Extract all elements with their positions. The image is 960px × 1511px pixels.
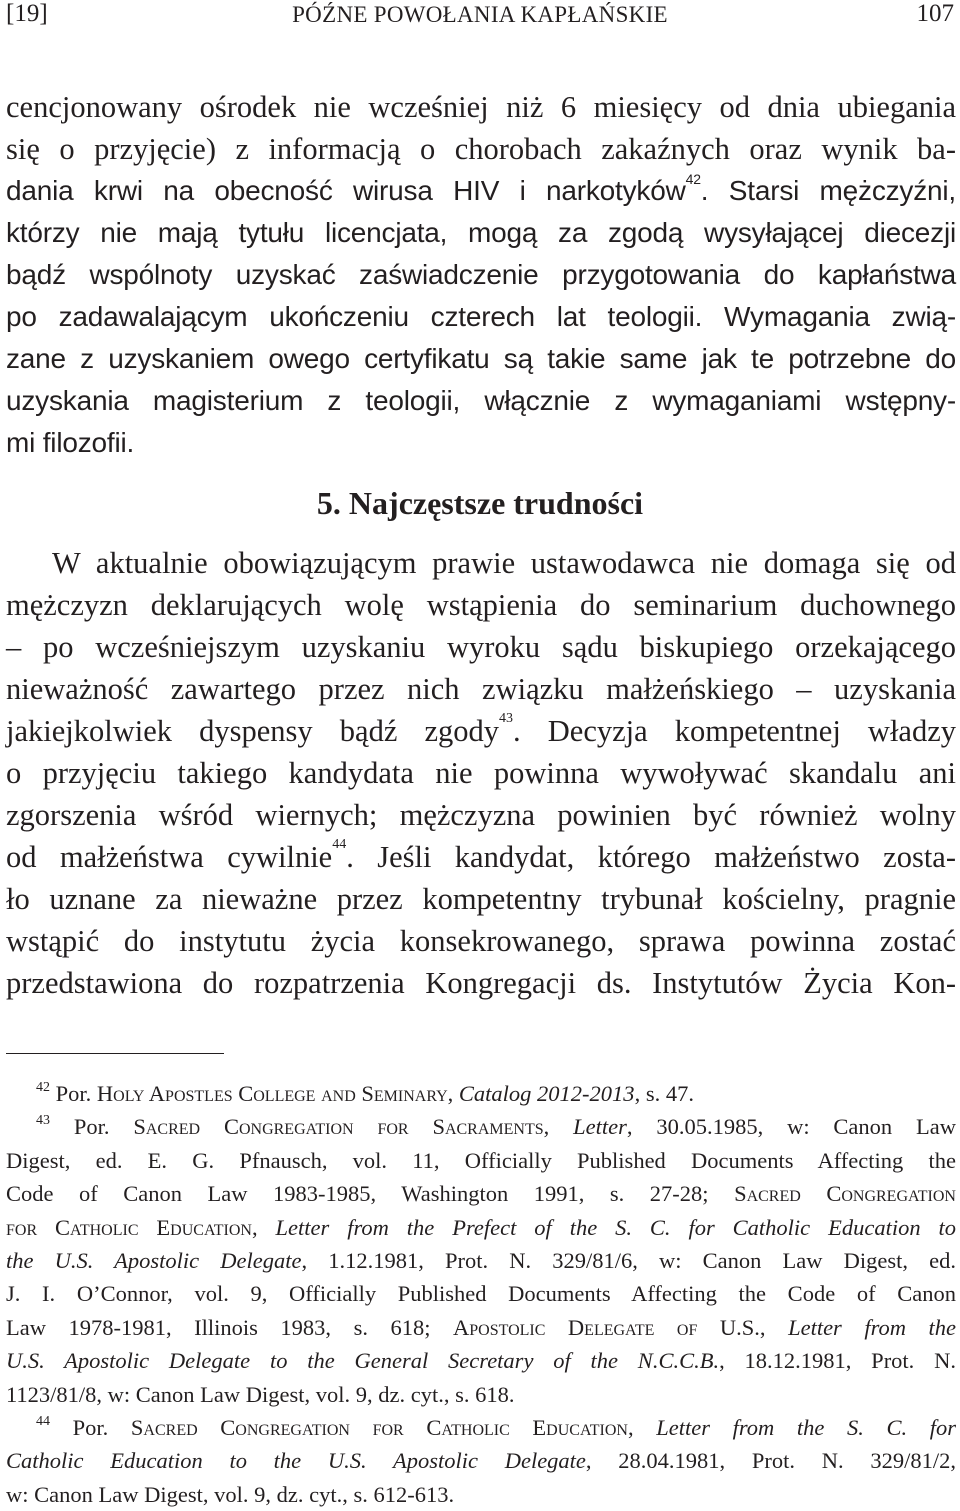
text-line: o przyjęciu takiego kandydata nie powinna wywoływać skandalu ani [6, 756, 956, 790]
page-number: 107 [916, 0, 954, 27]
section-marker: [19] [6, 0, 48, 27]
text-line: jakiejkolwiek dyspensy bądź zgody$^{43}$. Decyzja kompetentnej władzy [6, 711, 956, 748]
footnote-ref-44[interactable]: 44 [332, 837, 347, 852]
footnote-separator [6, 1053, 224, 1054]
footnote-42: $^{42}$ Por. Holy Apostles College and Seminary, Catalog 2012-2013, s. 47. [36, 1080, 694, 1106]
text-line: po zadawalającym ukończeniu czterech lat teologii. Wymagania zwią- [6, 301, 956, 332]
footnote-number: 42 [36, 1080, 50, 1095]
text-line: się o przyjęcie) z informacją o chorobach zakaźnych oraz wynik ba- [6, 132, 956, 166]
footnote-44: $^{44}$ Por. Sacred Congregation for Catholic Education, Letter from the S. C. for [36, 1414, 957, 1441]
running-title: PÓŹNE POWOŁANIA KAPŁAŃSKIE [292, 2, 668, 27]
footnote-ref-42[interactable]: 42 [685, 171, 701, 187]
text-line: zane z uzyskaniem owego certyfikatu są takie same jak te potrzebne do [6, 343, 956, 374]
text-line: mi filozofii. [6, 427, 135, 458]
footnote-ref-43[interactable]: 43 [499, 711, 514, 726]
text-line: zgorszenia wśród wiernych; mężczyzna powinien być również wolny [6, 798, 956, 832]
text-line: uzyskania magisterium z teologii, włącznie z wymaganiami wstępny- [6, 385, 956, 416]
footnote-line: J. I. O’Connor, vol. 9, Officially Published Documents Affecting the Code of Canon [6, 1281, 956, 1307]
text-line: wstąpić do instytutu życia konsekrowanego, sprawa powinna zostać [6, 924, 956, 958]
text-line: dania krwi na obecność wirusa HIV i narkotyków$^{42}$. Starsi mężczyźni, [6, 171, 956, 206]
paragraph-2 [6, 542, 956, 1004]
text-line: mężczyzn deklarujących wolę wstąpienia do seminarium duchownego [6, 588, 956, 622]
footnote-line: w: Canon Law Digest, vol. 9, dz. cyt., s. 612-613. [6, 1481, 455, 1507]
section-heading: 5. Najczęstsze trudności [316, 485, 644, 521]
footnote-line: for Catholic Education, Letter from the Prefect of the S. C. for Catholic Education to [6, 1214, 956, 1240]
footnote-number: 43 [36, 1113, 50, 1129]
footnote-line: Code of Canon Law 1983-1985, Washington 1991, s. 27-28; Sacred Congregation [6, 1181, 956, 1207]
footnote-line: the U.S. Apostolic Delegate, 1.12.1981, Prot. N. 329/81/6, w: Canon Law Digest, ed. [6, 1248, 956, 1274]
text-line: ło uznane za nieważne przez kompetentny trybunał kościelny, pragnie [6, 882, 956, 916]
text-line: bądź wspólnoty uzyskać zaświadczenie przygotowania do kapłaństwa [6, 259, 956, 290]
running-header [0, 0, 960, 40]
footnote-line: Law 1978-1981, Illinois 1983, s. 618; Apostolic Delegate of U.S., Letter from the [6, 1314, 957, 1340]
text-line: W aktualnie obowiązującym prawie ustawodawca nie domaga się od [52, 546, 956, 580]
footnote-line: U.S. Apostolic Delegate to the General Secretary of the N.C.C.B., 18.12.1981, Prot. N. [6, 1348, 956, 1374]
footnote-line: Catholic Education to the U.S. Apostolic Delegate, 28.04.1981, Prot. N. 329/81/2, [6, 1448, 956, 1474]
text-line: którzy nie mają tytułu licencjata, mogą za zgodą wysyłającej diecezji [6, 217, 956, 248]
footnote-43: $^{43}$ Por. Sacred Congregation for Sacraments, Letter, 30.05.1985, w: Canon Law [36, 1113, 957, 1140]
text-line: przedstawiona do rozpatrzenia Kongregacji ds. Instytutów Życia Kon- [6, 966, 956, 1000]
footnotes [6, 1077, 956, 1511]
text-line: cencjonowany ośrodek nie wcześniej niż 6 miesięcy od dnia ubiegania [6, 90, 956, 124]
footnote-number: 44 [36, 1414, 50, 1430]
text-line: nieważność zawartego przez nich związku małżeńskiego – uzyskania [6, 672, 956, 706]
text-line: – po wcześniejszym uzyskaniu wyroku sądu biskupiego orzekającego [6, 630, 956, 664]
paragraph-1 [6, 86, 956, 464]
text-line: od małżeństwa cywilnie$^{44}$. Jeśli kandydat, którego małżeństwo zosta- [6, 837, 956, 874]
footnote-line: Digest, ed. E. G. Pfnausch, vol. 11, Officially Published Documents Affecting the [6, 1147, 956, 1173]
footnote-line: 1123/81/8, w: Canon Law Digest, vol. 9, dz. cyt., s. 618. [6, 1381, 515, 1407]
